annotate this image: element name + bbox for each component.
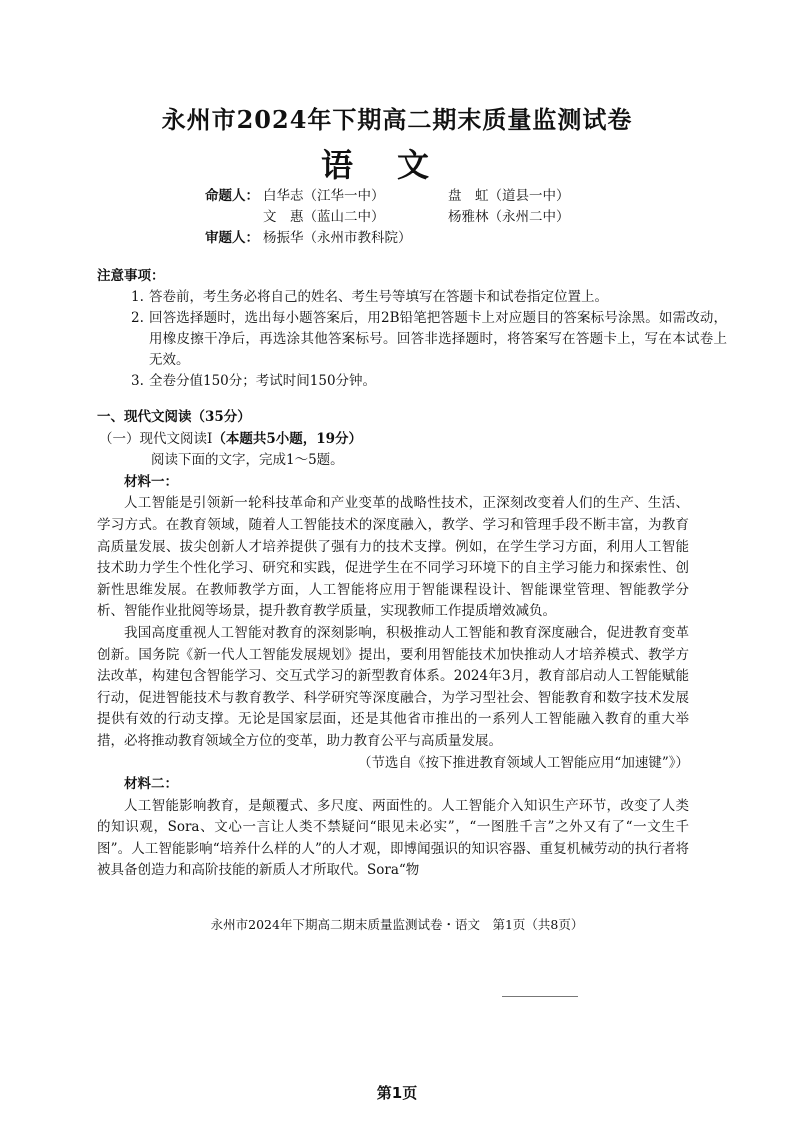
material-label: 材料二：: [124, 776, 178, 793]
notice-item-text: 答卷前，考生务必将自己的姓名、考生号等填写在答题卡和试卷指定位置上。: [149, 289, 608, 305]
reviewer-label: 审题人：: [205, 230, 259, 246]
page-footer: 永州市2024年下期高二期末质量监测试卷・语文 第1页（共8页）: [210, 917, 584, 932]
notice-item-number: 2.: [131, 310, 144, 326]
notice-item-text: 全卷分值150分；考试时间150分钟。: [149, 373, 377, 389]
divider-line: [502, 996, 578, 997]
setter-label: 命题人：: [205, 188, 259, 204]
subsection-score: （本题共5小题，19分）: [212, 430, 363, 447]
setter-name: 文 惠（蓝山二中）: [263, 209, 385, 225]
notice-item-text: 回答选择题时，选出每小题答案后，用2B铅笔把答题卡上对应题目的答案标号涂黑。如需改动，用橡皮擦干净后，再选涂其他答案标号。回答非选择题时，将答案写在答题卡上，写在本试卷上无效。: [149, 310, 727, 368]
material-paragraph: 人工智能是引领新一轮科技革命和产业变革的战略性技术，正深刻改变着人们的生产、生活、学习方式。在教育领域，随着人工智能技术的深度融入，教学、学习和管理手段不断丰富，为教育高质量发展、拔尖创新人才培养提供了强有力的技术支撑。例如，在学生学习方面，利用人工智能技术助力学生个性化学习、研究和实践，促进学生在不同学习环境下的自主学习能力和探索性、创新性思维发展。在教师教学方面，人工智能将应用于智能课程设计、智能课堂管理、智能教学分析、智能作业批阅等场景，提升教育教学质量，实现教师工作提质增效减负。: [97, 495, 689, 620]
material-source: （节选自《按下推进教育领域人工智能应用“加速键”》）: [357, 754, 689, 771]
subsection-heading: [99, 429, 689, 451]
page-number-label: 第1页: [376, 1084, 418, 1102]
notice-item-number: 1.: [131, 289, 144, 305]
subsection-prefix: （一）现代文阅读Ⅰ: [99, 430, 213, 447]
reading-instruction: 阅读下面的文字，完成1～5题。: [151, 452, 344, 469]
notice-block: [97, 266, 727, 392]
subject-title: 语文: [320, 146, 473, 184]
material-paragraph: 人工智能影响教育，是颠覆式、多尺度、两面性的。人工智能介入知识生产环节，改变了人类的知识观，Sora、文心一言让人类不禁疑问“眼见未必实”，“一图胜千言”之外又有了“一文生千图”。人工智能影响“培养什么样的人”的人才观，即博闻强识的知识容器、重复机械劳动的执行者将被具备创造力和高阶技能的新质人才所取代。Sora“物: [97, 797, 689, 879]
notice-item: [97, 308, 727, 371]
notice-title: 注意事项：: [97, 268, 165, 284]
section-heading: 一、现代文阅读（35分）: [97, 409, 251, 425]
setter-name: 白华志（江华一中）: [263, 188, 385, 204]
material-paragraph: 我国高度重视人工智能对教育的深刻影响，积极推动人工智能和教育深度融合，促进教育变革创新。国务院《新一代人工智能发展规划》提出，要利用智能技术加快推动人才培养模式、教学方法改革，构建包含智能学习、交互式学习的新型教育体系。2024年3月，教育部启动人工智能赋能行动，促进智能技术与教育教学、科学研究等深度融合，为学习型社会、智能教育和数字技术发展提供有效的行动支撑。无论是国家层面，还是其他省市推出的一系列人工智能融入教育的重大举措，必将推动教育领域全方位的变革，助力教育公平与高质量发展。: [97, 624, 689, 749]
notice-item: [97, 371, 727, 392]
reviewer-name: 杨振华（永州市教科院）: [263, 230, 412, 246]
notice-item-number: 3.: [131, 373, 144, 389]
exam-title: 永州市2024年下期高二期末质量监测试卷: [161, 105, 633, 134]
setter-name: 杨雅林（永州二中）: [448, 209, 570, 225]
setter-name: 盘 虹（道县一中）: [448, 188, 570, 204]
reading-section: [97, 407, 689, 882]
material-label: 材料一：: [124, 473, 178, 490]
notice-item: [97, 287, 727, 308]
